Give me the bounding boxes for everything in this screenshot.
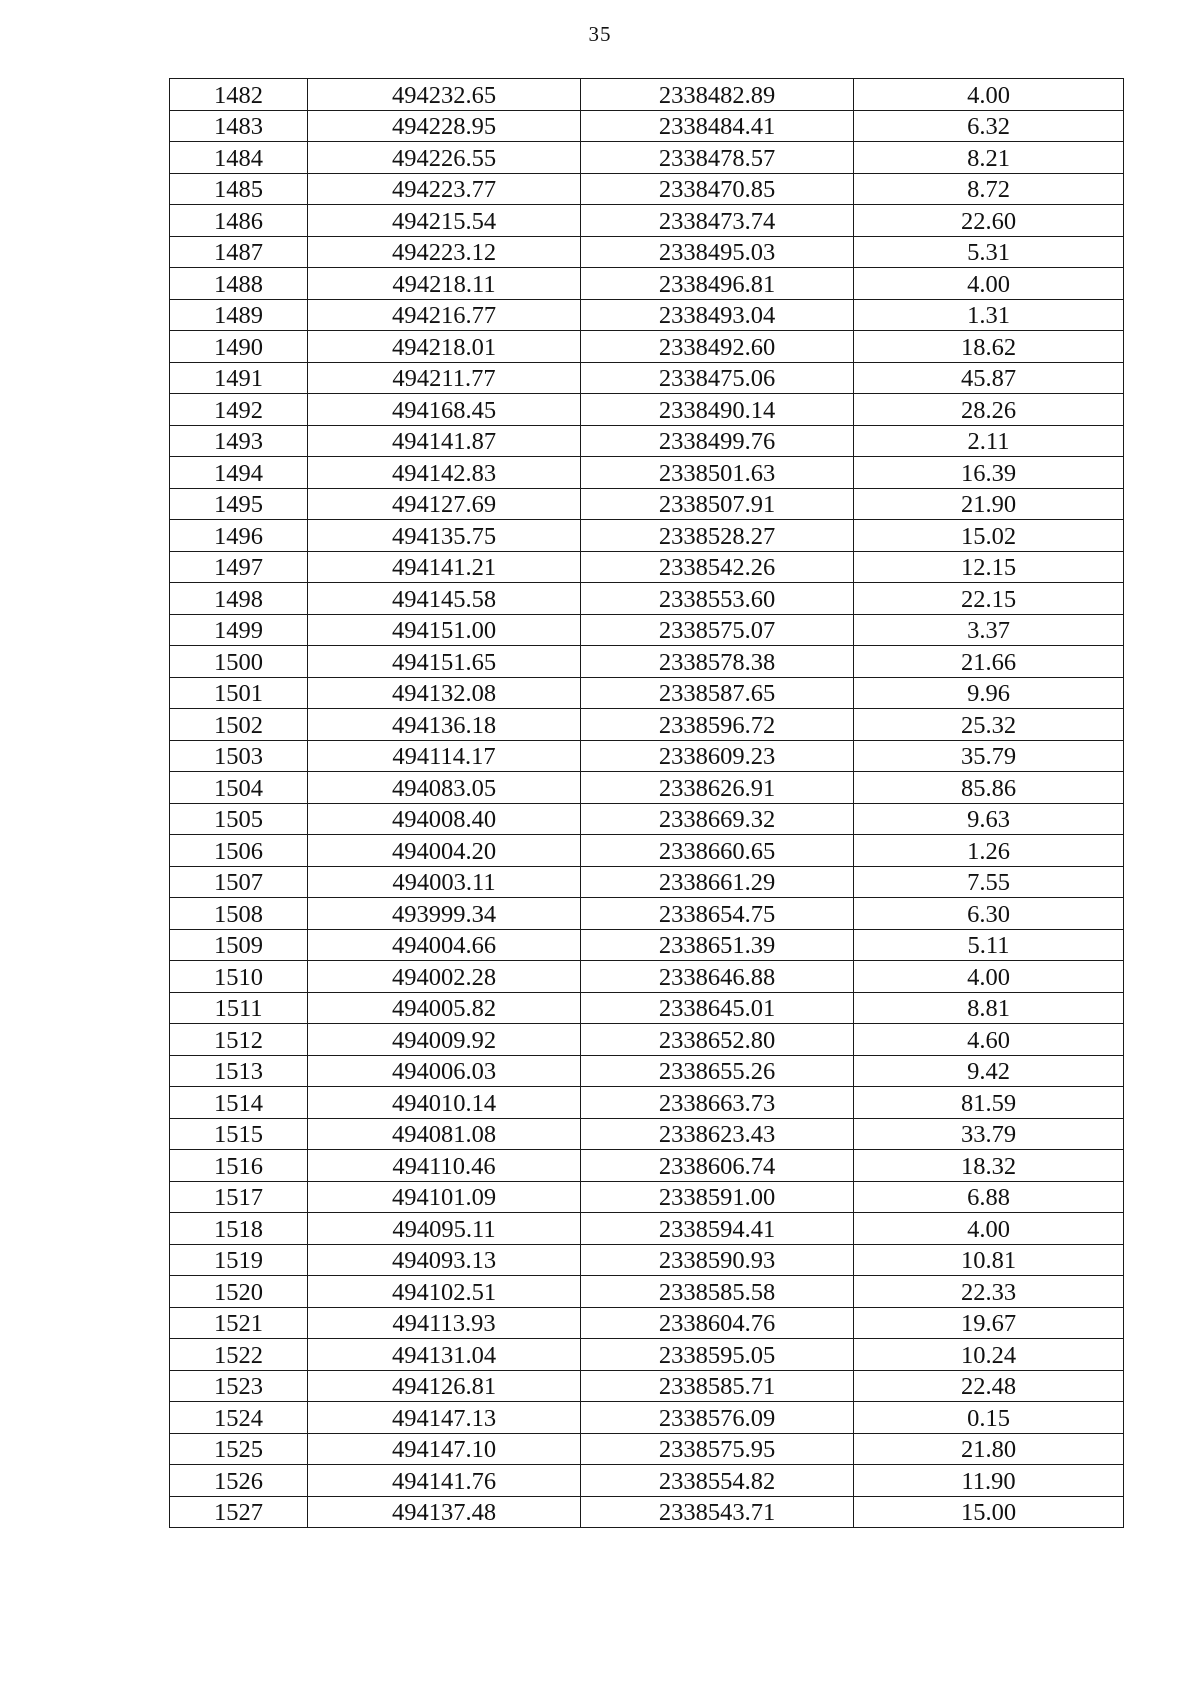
x-coordinate-cell: 494151.00: [308, 614, 581, 646]
y-coordinate-cell: 2338646.88: [581, 961, 854, 993]
x-coordinate-cell: 494009.92: [308, 1024, 581, 1056]
x-coordinate-cell: 494131.04: [308, 1339, 581, 1371]
x-coordinate-cell: 494141.87: [308, 425, 581, 457]
x-coordinate-cell: 494141.76: [308, 1465, 581, 1497]
y-coordinate-cell: 2338591.00: [581, 1181, 854, 1213]
x-coordinate-cell: 494006.03: [308, 1055, 581, 1087]
x-coordinate-cell: 494083.05: [308, 772, 581, 804]
point-number-cell: 1500: [170, 646, 308, 678]
table-row: [170, 1118, 1124, 1150]
point-number-cell: 1499: [170, 614, 308, 646]
table-row: [170, 1024, 1124, 1056]
x-coordinate-cell: 494136.18: [308, 709, 581, 741]
distance-cell: 4.00: [854, 1213, 1124, 1245]
point-number-cell: 1513: [170, 1055, 308, 1087]
point-number-cell: 1515: [170, 1118, 308, 1150]
x-coordinate-cell: 494093.13: [308, 1244, 581, 1276]
distance-cell: 21.66: [854, 646, 1124, 678]
table-row: [170, 646, 1124, 678]
y-coordinate-cell: 2338578.38: [581, 646, 854, 678]
x-coordinate-cell: 494101.09: [308, 1181, 581, 1213]
y-coordinate-cell: 2338575.07: [581, 614, 854, 646]
table-row: [170, 740, 1124, 772]
table-row: [170, 677, 1124, 709]
x-coordinate-cell: 494127.69: [308, 488, 581, 520]
y-coordinate-cell: 2338542.26: [581, 551, 854, 583]
y-coordinate-cell: 2338655.26: [581, 1055, 854, 1087]
table-row: [170, 362, 1124, 394]
distance-cell: 15.02: [854, 520, 1124, 552]
y-coordinate-cell: 2338543.71: [581, 1496, 854, 1528]
point-number-cell: 1521: [170, 1307, 308, 1339]
distance-cell: 18.32: [854, 1150, 1124, 1182]
distance-cell: 35.79: [854, 740, 1124, 772]
point-number-cell: 1514: [170, 1087, 308, 1119]
x-coordinate-cell: 494008.40: [308, 803, 581, 835]
distance-cell: 6.30: [854, 898, 1124, 930]
point-number-cell: 1516: [170, 1150, 308, 1182]
point-number-cell: 1507: [170, 866, 308, 898]
point-number-cell: 1496: [170, 520, 308, 552]
point-number-cell: 1501: [170, 677, 308, 709]
point-number-cell: 1492: [170, 394, 308, 426]
y-coordinate-cell: 2338623.43: [581, 1118, 854, 1150]
y-coordinate-cell: 2338493.04: [581, 299, 854, 331]
y-coordinate-cell: 2338553.60: [581, 583, 854, 615]
coordinates-table-body: [170, 79, 1124, 1528]
point-number-cell: 1523: [170, 1370, 308, 1402]
y-coordinate-cell: 2338482.89: [581, 79, 854, 111]
distance-cell: 22.33: [854, 1276, 1124, 1308]
table-row: [170, 205, 1124, 237]
table-row: [170, 1339, 1124, 1371]
table-row: [170, 1370, 1124, 1402]
x-coordinate-cell: 494232.65: [308, 79, 581, 111]
point-number-cell: 1518: [170, 1213, 308, 1245]
y-coordinate-cell: 2338596.72: [581, 709, 854, 741]
distance-cell: 81.59: [854, 1087, 1124, 1119]
point-number-cell: 1485: [170, 173, 308, 205]
table-row: [170, 520, 1124, 552]
point-number-cell: 1522: [170, 1339, 308, 1371]
y-coordinate-cell: 2338496.81: [581, 268, 854, 300]
distance-cell: 6.32: [854, 110, 1124, 142]
point-number-cell: 1505: [170, 803, 308, 835]
distance-cell: 4.00: [854, 961, 1124, 993]
distance-cell: 28.26: [854, 394, 1124, 426]
distance-cell: 2.11: [854, 425, 1124, 457]
x-coordinate-cell: 494114.17: [308, 740, 581, 772]
x-coordinate-cell: 494168.45: [308, 394, 581, 426]
x-coordinate-cell: 494147.13: [308, 1402, 581, 1434]
distance-cell: 19.67: [854, 1307, 1124, 1339]
x-coordinate-cell: 494218.11: [308, 268, 581, 300]
point-number-cell: 1498: [170, 583, 308, 615]
y-coordinate-cell: 2338595.05: [581, 1339, 854, 1371]
table-row: [170, 929, 1124, 961]
point-number-cell: 1493: [170, 425, 308, 457]
table-row: [170, 173, 1124, 205]
point-number-cell: 1486: [170, 205, 308, 237]
point-number-cell: 1484: [170, 142, 308, 174]
distance-cell: 10.24: [854, 1339, 1124, 1371]
point-number-cell: 1520: [170, 1276, 308, 1308]
distance-cell: 8.72: [854, 173, 1124, 205]
table-row: [170, 1244, 1124, 1276]
x-coordinate-cell: 494147.10: [308, 1433, 581, 1465]
x-coordinate-cell: 494132.08: [308, 677, 581, 709]
point-number-cell: 1519: [170, 1244, 308, 1276]
x-coordinate-cell: 494218.01: [308, 331, 581, 363]
y-coordinate-cell: 2338470.85: [581, 173, 854, 205]
distance-cell: 33.79: [854, 1118, 1124, 1150]
y-coordinate-cell: 2338594.41: [581, 1213, 854, 1245]
distance-cell: 22.48: [854, 1370, 1124, 1402]
point-number-cell: 1482: [170, 79, 308, 111]
distance-cell: 9.42: [854, 1055, 1124, 1087]
table-row: [170, 1213, 1124, 1245]
point-number-cell: 1497: [170, 551, 308, 583]
distance-cell: 5.31: [854, 236, 1124, 268]
table-row: [170, 1087, 1124, 1119]
y-coordinate-cell: 2338652.80: [581, 1024, 854, 1056]
x-coordinate-cell: 494142.83: [308, 457, 581, 489]
distance-cell: 15.00: [854, 1496, 1124, 1528]
x-coordinate-cell: 494223.77: [308, 173, 581, 205]
table-row: [170, 1181, 1124, 1213]
point-number-cell: 1527: [170, 1496, 308, 1528]
y-coordinate-cell: 2338478.57: [581, 142, 854, 174]
distance-cell: 18.62: [854, 331, 1124, 363]
y-coordinate-cell: 2338528.27: [581, 520, 854, 552]
x-coordinate-cell: 494110.46: [308, 1150, 581, 1182]
distance-cell: 25.32: [854, 709, 1124, 741]
table-row: [170, 961, 1124, 993]
x-coordinate-cell: 494102.51: [308, 1276, 581, 1308]
point-number-cell: 1502: [170, 709, 308, 741]
distance-cell: 21.80: [854, 1433, 1124, 1465]
y-coordinate-cell: 2338495.03: [581, 236, 854, 268]
point-number-cell: 1508: [170, 898, 308, 930]
y-coordinate-cell: 2338604.76: [581, 1307, 854, 1339]
distance-cell: 1.26: [854, 835, 1124, 867]
x-coordinate-cell: 494003.11: [308, 866, 581, 898]
table-row: [170, 425, 1124, 457]
point-number-cell: 1488: [170, 268, 308, 300]
y-coordinate-cell: 2338609.23: [581, 740, 854, 772]
table-row: [170, 803, 1124, 835]
table-row: [170, 551, 1124, 583]
y-coordinate-cell: 2338606.74: [581, 1150, 854, 1182]
distance-cell: 5.11: [854, 929, 1124, 961]
x-coordinate-cell: 494004.20: [308, 835, 581, 867]
y-coordinate-cell: 2338484.41: [581, 110, 854, 142]
point-number-cell: 1495: [170, 488, 308, 520]
distance-cell: 10.81: [854, 1244, 1124, 1276]
distance-cell: 9.63: [854, 803, 1124, 835]
table-row: [170, 1307, 1124, 1339]
distance-cell: 4.00: [854, 268, 1124, 300]
table-row: [170, 236, 1124, 268]
point-number-cell: 1490: [170, 331, 308, 363]
table-row: [170, 331, 1124, 363]
x-coordinate-cell: 494004.66: [308, 929, 581, 961]
table-row: [170, 898, 1124, 930]
table-row: [170, 992, 1124, 1024]
table-row: [170, 1465, 1124, 1497]
distance-cell: 7.55: [854, 866, 1124, 898]
x-coordinate-cell: 494226.55: [308, 142, 581, 174]
point-number-cell: 1483: [170, 110, 308, 142]
table-row: [170, 79, 1124, 111]
x-coordinate-cell: 494145.58: [308, 583, 581, 615]
point-number-cell: 1512: [170, 1024, 308, 1056]
y-coordinate-cell: 2338507.91: [581, 488, 854, 520]
distance-cell: 8.21: [854, 142, 1124, 174]
x-coordinate-cell: 493999.34: [308, 898, 581, 930]
y-coordinate-cell: 2338590.93: [581, 1244, 854, 1276]
table-row: [170, 299, 1124, 331]
distance-cell: 45.87: [854, 362, 1124, 394]
point-number-cell: 1526: [170, 1465, 308, 1497]
point-number-cell: 1510: [170, 961, 308, 993]
x-coordinate-cell: 494141.21: [308, 551, 581, 583]
x-coordinate-cell: 494223.12: [308, 236, 581, 268]
y-coordinate-cell: 2338669.32: [581, 803, 854, 835]
coordinates-table: [169, 78, 1124, 1528]
table-row: [170, 110, 1124, 142]
point-number-cell: 1491: [170, 362, 308, 394]
y-coordinate-cell: 2338475.06: [581, 362, 854, 394]
table-row: [170, 1150, 1124, 1182]
point-number-cell: 1517: [170, 1181, 308, 1213]
x-coordinate-cell: 494211.77: [308, 362, 581, 394]
distance-cell: 8.81: [854, 992, 1124, 1024]
y-coordinate-cell: 2338663.73: [581, 1087, 854, 1119]
point-number-cell: 1525: [170, 1433, 308, 1465]
distance-cell: 4.60: [854, 1024, 1124, 1056]
x-coordinate-cell: 494126.81: [308, 1370, 581, 1402]
x-coordinate-cell: 494228.95: [308, 110, 581, 142]
point-number-cell: 1506: [170, 835, 308, 867]
distance-cell: 85.86: [854, 772, 1124, 804]
y-coordinate-cell: 2338651.39: [581, 929, 854, 961]
x-coordinate-cell: 494002.28: [308, 961, 581, 993]
distance-cell: 11.90: [854, 1465, 1124, 1497]
x-coordinate-cell: 494005.82: [308, 992, 581, 1024]
distance-cell: 1.31: [854, 299, 1124, 331]
distance-cell: 12.15: [854, 551, 1124, 583]
table-row: [170, 583, 1124, 615]
point-number-cell: 1509: [170, 929, 308, 961]
x-coordinate-cell: 494113.93: [308, 1307, 581, 1339]
y-coordinate-cell: 2338554.82: [581, 1465, 854, 1497]
table-row: [170, 268, 1124, 300]
distance-cell: 3.37: [854, 614, 1124, 646]
point-number-cell: 1494: [170, 457, 308, 489]
distance-cell: 21.90: [854, 488, 1124, 520]
point-number-cell: 1503: [170, 740, 308, 772]
distance-cell: 16.39: [854, 457, 1124, 489]
point-number-cell: 1487: [170, 236, 308, 268]
page-number: 35: [588, 22, 612, 46]
point-number-cell: 1504: [170, 772, 308, 804]
table-row: [170, 1402, 1124, 1434]
distance-cell: 22.60: [854, 205, 1124, 237]
x-coordinate-cell: 494010.14: [308, 1087, 581, 1119]
y-coordinate-cell: 2338501.63: [581, 457, 854, 489]
table-row: [170, 1055, 1124, 1087]
table-row: [170, 772, 1124, 804]
point-number-cell: 1511: [170, 992, 308, 1024]
y-coordinate-cell: 2338585.58: [581, 1276, 854, 1308]
y-coordinate-cell: 2338661.29: [581, 866, 854, 898]
table-row: [170, 488, 1124, 520]
x-coordinate-cell: 494151.65: [308, 646, 581, 678]
table-row: [170, 614, 1124, 646]
distance-cell: 4.00: [854, 79, 1124, 111]
table-row: [170, 866, 1124, 898]
x-coordinate-cell: 494081.08: [308, 1118, 581, 1150]
y-coordinate-cell: 2338660.65: [581, 835, 854, 867]
y-coordinate-cell: 2338587.65: [581, 677, 854, 709]
y-coordinate-cell: 2338490.14: [581, 394, 854, 426]
x-coordinate-cell: 494135.75: [308, 520, 581, 552]
y-coordinate-cell: 2338492.60: [581, 331, 854, 363]
distance-cell: 9.96: [854, 677, 1124, 709]
table-row: [170, 457, 1124, 489]
y-coordinate-cell: 2338575.95: [581, 1433, 854, 1465]
point-number-cell: 1524: [170, 1402, 308, 1434]
table-row: [170, 835, 1124, 867]
distance-cell: 6.88: [854, 1181, 1124, 1213]
y-coordinate-cell: 2338473.74: [581, 205, 854, 237]
y-coordinate-cell: 2338585.71: [581, 1370, 854, 1402]
y-coordinate-cell: 2338654.75: [581, 898, 854, 930]
y-coordinate-cell: 2338626.91: [581, 772, 854, 804]
table-row: [170, 1496, 1124, 1528]
y-coordinate-cell: 2338576.09: [581, 1402, 854, 1434]
x-coordinate-cell: 494095.11: [308, 1213, 581, 1245]
x-coordinate-cell: 494215.54: [308, 205, 581, 237]
point-number-cell: 1489: [170, 299, 308, 331]
distance-cell: 22.15: [854, 583, 1124, 615]
table-row: [170, 394, 1124, 426]
table-row: [170, 142, 1124, 174]
y-coordinate-cell: 2338499.76: [581, 425, 854, 457]
y-coordinate-cell: 2338645.01: [581, 992, 854, 1024]
table-row: [170, 1276, 1124, 1308]
table-row: [170, 1433, 1124, 1465]
table-row: [170, 709, 1124, 741]
distance-cell: 0.15: [854, 1402, 1124, 1434]
x-coordinate-cell: 494216.77: [308, 299, 581, 331]
x-coordinate-cell: 494137.48: [308, 1496, 581, 1528]
